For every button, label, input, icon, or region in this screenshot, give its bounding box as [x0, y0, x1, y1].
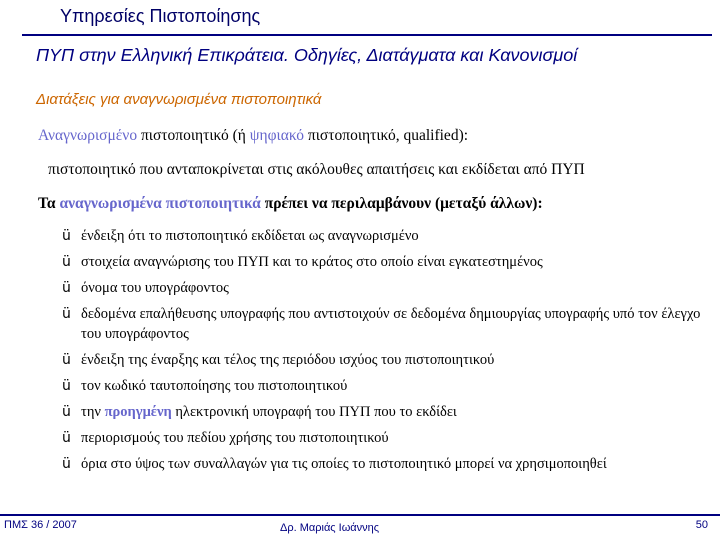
checkmark-icon: ü	[62, 306, 71, 322]
top-divider	[22, 34, 712, 36]
list-item	[62, 278, 702, 298]
checkmark-icon: ü	[62, 254, 71, 270]
checkmark-icon: ü	[62, 280, 71, 296]
footer-author: Δρ. Μαριάς Ιωάννης	[280, 522, 380, 534]
list-item-text: περιορισμούς του πεδίου χρήσης του πιστοποιητικού	[81, 430, 389, 446]
list-item	[62, 252, 702, 272]
intro-highlight: αναγνωρισμένα πιστοποιητικά	[59, 195, 261, 212]
subtitle: Διατάξεις για αναγνωρισμένα πιστοποιητικά	[36, 91, 322, 108]
intro-suffix: πρέπει να περιλαμβάνουν (μεταξύ άλλων):	[260, 195, 543, 212]
section-title: Υπηρεσίες Πιστοποίησης	[60, 6, 261, 26]
list-item-text: ένδειξη της έναρξης και τέλος της περιόδου ισχύος του πιστοποιητικού	[81, 352, 495, 368]
checkmark-icon: ü	[62, 430, 71, 446]
list-item-text: όρια στο ύψος των συναλλαγών για τις οποίες το πιστοποιητικό μπορεί να χρησιμοποιηθεί	[81, 456, 607, 472]
bottom-divider	[0, 514, 720, 516]
requirements-list	[62, 226, 702, 480]
list-item-text: τον κωδικό ταυτοποίησης του πιστοποιητικού	[81, 378, 348, 394]
list-item	[62, 226, 702, 246]
list-item	[62, 304, 702, 344]
list-item-prefix: την	[81, 404, 105, 420]
page-number: 50	[695, 519, 708, 531]
definition-body: πιστοποιητικό που ανταποκρίνεται στις ακόλουθες απαιτήσεις και εκδίδεται από ΠΥΠ	[48, 161, 585, 178]
checkmark-icon: ü	[62, 228, 71, 244]
list-item	[62, 402, 702, 422]
definition-term: Αναγνωρισμένο	[38, 127, 138, 144]
list-item	[62, 376, 702, 396]
intro-line	[38, 195, 543, 213]
checkmark-icon: ü	[62, 378, 71, 394]
definition-text-b: πιστοποιητικό, qualified):	[304, 127, 469, 144]
definition-term2: ψηφιακό	[249, 127, 305, 144]
list-item-text: δεδομένα επαλήθευσης υπογραφής που αντιστοιχούν σε δεδομένα δημιουργίας υπογραφής υπό τον έλεγχο του υπογράφοντος	[81, 306, 701, 342]
main-title: ΠΥΠ στην Ελληνική Επικράτεια. Οδηγίες, Διατάγματα και Κανονισμοί	[36, 45, 578, 65]
list-item	[62, 428, 702, 448]
list-item-text: όνομα του υπογράφοντος	[81, 280, 229, 296]
list-item-text: στοιχεία αναγνώρισης του ΠΥΠ και το κράτος στο οποίο είναι εγκατεστημένος	[81, 254, 543, 270]
footer-course: ΠΜΣ 36 / 2007	[4, 519, 77, 531]
checkmark-icon: ü	[62, 404, 71, 420]
list-item-text: ηλεκτρονική υπογραφή του ΠΥΠ που το εκδίδει	[175, 404, 457, 420]
intro-prefix: Τα	[38, 195, 60, 212]
definition-line	[38, 127, 468, 145]
checkmark-icon: ü	[62, 352, 71, 368]
list-item-text: ένδειξη ότι το πιστοποιητικό εκδίδεται ως αναγνωρισμένο	[81, 228, 419, 244]
list-item-highlight: προηγμένη	[104, 404, 172, 420]
definition-text-a: πιστοποιητικό (ή	[137, 127, 250, 144]
checkmark-icon: ü	[62, 456, 71, 472]
list-item	[62, 454, 702, 474]
list-item	[62, 350, 702, 370]
